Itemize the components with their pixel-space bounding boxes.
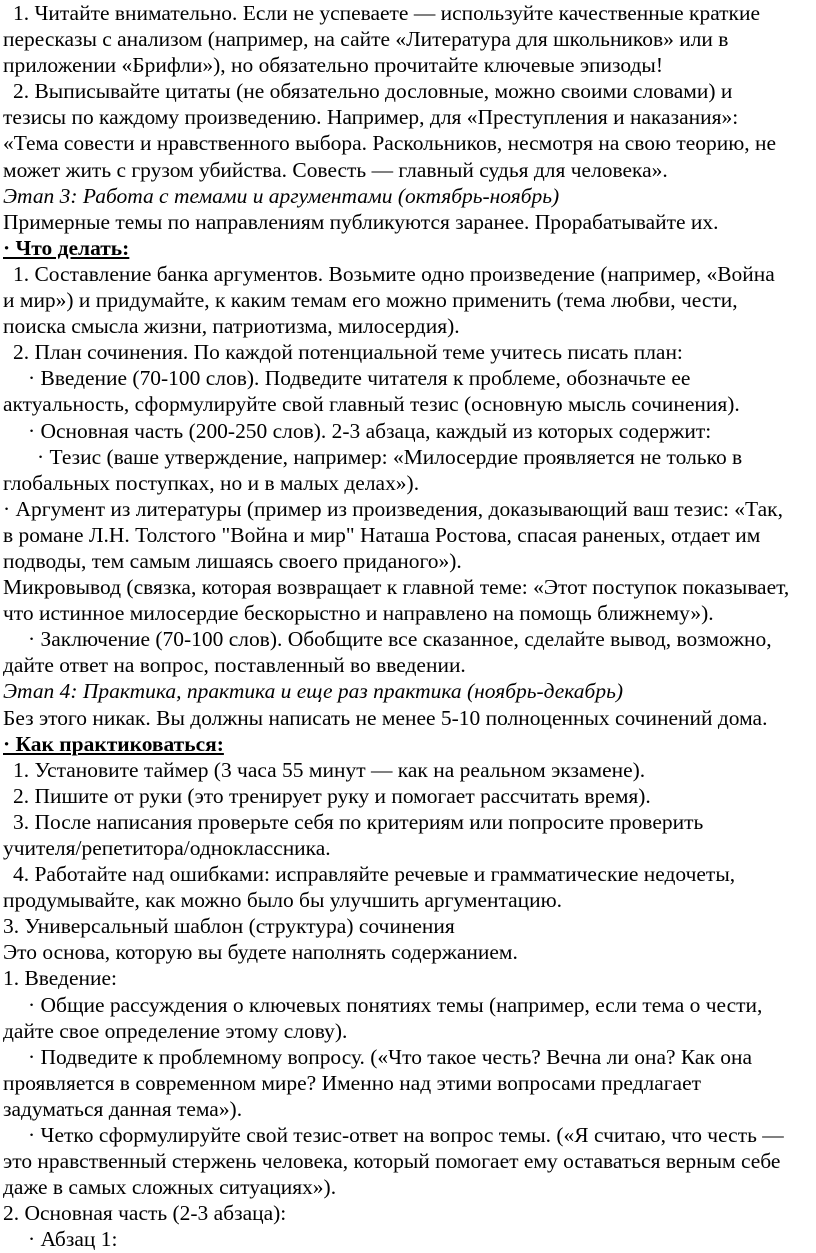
text-line: задуматься данная тема»). (3, 1096, 243, 1121)
text-line: 2. Выписывайте цитаты (не обязательно дословные, можно своими словами) и (13, 79, 733, 104)
text-line: 1. Установите таймер (3 часа 55 минут — как на реальном экзамене). (13, 757, 646, 782)
text-line: 2. План сочинения. По каждой потенциальной теме учитесь писать план: (13, 340, 683, 365)
text-line: продумывайте, как можно было бы улучшить аргументацию. (3, 888, 563, 913)
text-line: Без этого никак. Вы должны написать не менее 5-10 полноценных сочинений дома. (3, 705, 768, 730)
text-line: 2. Пишите от руки (это тренирует руку и помогает рассчитать время). (13, 783, 651, 808)
text-line: · Четко сформулируйте свой тезис-ответ на вопрос темы. («Я считаю, что честь — (28, 1123, 784, 1148)
text-line: · Введение (70-100 слов). Подведите читателя к проблеме, обозначьте ее (28, 366, 691, 391)
text-line: в романе Л.Н. Толстого "Война и мир" Наташа Ростова, спасая раненых, отдает им (3, 522, 761, 547)
text-line: · Абзац 1: (28, 1227, 118, 1252)
text-line: глобальных поступках, но и в малых делах»). (3, 470, 420, 495)
text-line: приложении «Брифли»), но обязательно прочитайте ключевые эпизоды! (3, 53, 664, 78)
text-line: · Заключение (70-100 слов). Обобщите все сказанное, сделайте вывод, возможно, (28, 627, 772, 652)
text-line: актуальность, сформулируйте свой главный тезис (основную мысль сочинения). (3, 392, 740, 417)
stage-4-heading: Этап 4: Практика, практика и еще раз практика (ноябрь-декабрь) (3, 679, 623, 704)
what-to-do-heading: · Что делать: (3, 235, 130, 260)
text-line: дайте ответ на вопрос, поставленный во введении. (3, 653, 466, 678)
text-line: · Аргумент из литературы (пример из произведения, доказывающий ваш тезис: «Так, (3, 496, 783, 521)
text-line: поиска смысла жизни, патриотизма, милосердия). (3, 314, 460, 339)
text-line: Примерные темы по направлениям публикуются заранее. Прорабатывайте их. (3, 209, 719, 234)
text-line: «Тема совести и нравственного выбора. Раскольников, несмотря на свою теорию, не (3, 131, 777, 156)
text-line: подводы, тем самым лишаясь своего приданого»). (3, 548, 462, 573)
text-line: · Общие рассуждения о ключевых понятиях темы (например, если тема о чести, (28, 992, 763, 1017)
text-line: и мир») и придумайте, к каким темам его можно применить (тема любви, чести, (3, 288, 738, 313)
stage-3-heading: Этап 3: Работа с темами и аргументами (октябрь-ноябрь) (3, 183, 560, 208)
text-line: это нравственный стержень человека, который помогает ему оставаться верным себе (3, 1149, 781, 1174)
text-line: 4. Работайте над ошибками: исправляйте речевые и грамматические недочеты, (13, 862, 736, 887)
text-line: учителя/репетитора/одноклассника. (3, 836, 331, 860)
text-line: · Подведите к проблемному вопросу. («Что такое честь? Вечна ли она? Как она (28, 1044, 752, 1069)
text-line: · Тезис (ваше утверждение, например: «Милосердие проявляется не только в (37, 444, 743, 469)
text-line: 1. Читайте внимательно. Если не успеваете — используйте качественные краткие (13, 1, 761, 25)
section-3-heading: 3. Универсальный шаблон (структура) сочинения (3, 914, 455, 939)
how-to-practice-heading: · Как практиковаться: (3, 731, 224, 756)
text-line: тезисы по каждому произведению. Например, для «Преступления и наказания»: (3, 105, 739, 130)
text-line: 3. После написания проверьте себя по критериям или попросите проверить (13, 809, 704, 834)
text-line: Микровывод (связка, которая возвращает к главной теме: «Этот поступок показывает, (3, 575, 790, 600)
text-line: может жить с грузом убийства. Совесть — главный судья для человека». (3, 157, 668, 182)
text-line: что истинное милосердие бескорыстно и направлено на помощь ближнему»). (3, 601, 714, 626)
text-line: дайте свое определение этому слову). (3, 1018, 348, 1043)
text-line: даже в самых сложных ситуациях»). (3, 1175, 337, 1200)
text-line: · Основная часть (200-250 слов). 2-3 абзаца, каждый из которых содержит: (28, 418, 712, 443)
text-line: пересказы с анализом (например, на сайте «Литература для школьников» или в (3, 27, 729, 52)
introduction-heading: 1. Введение: (3, 966, 117, 991)
text-line: Это основа, которую вы будете наполнять содержанием. (3, 940, 518, 965)
text-line: проявляется в современном мире? Именно над этими вопросами предлагает (3, 1070, 701, 1095)
main-part-heading: 2. Основная часть (2-3 абзаца): (3, 1201, 287, 1226)
text-line: 1. Составление банка аргументов. Возьмите одно произведение (например, «Война (13, 261, 775, 286)
